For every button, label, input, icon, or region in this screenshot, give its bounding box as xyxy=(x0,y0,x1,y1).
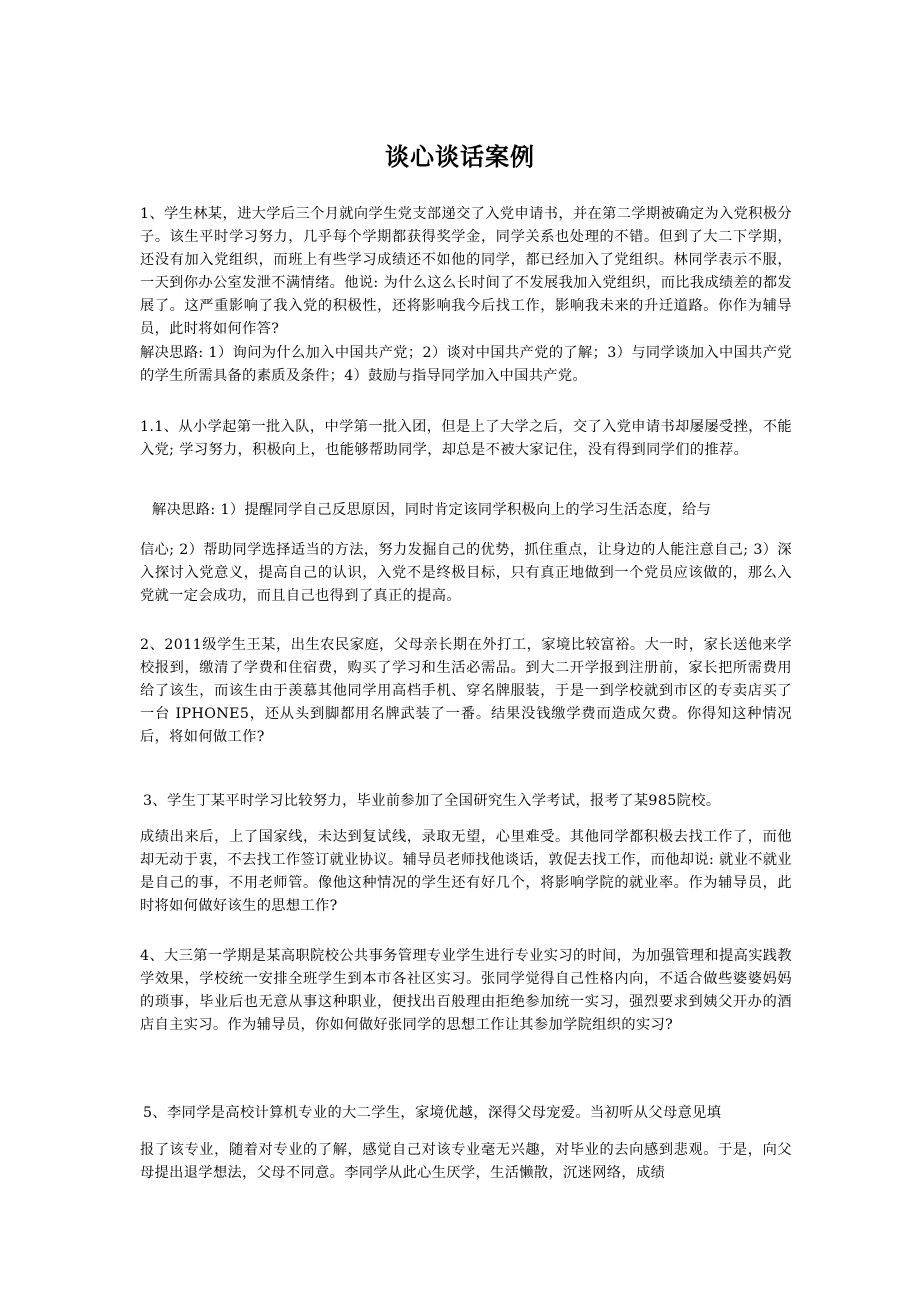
case-3-text: 成绩出来后，上了国家线，未达到复试线，录取无望，心里难受。其他同学都积极去找工作了，而他却无动于衷，不去找工作签订就业协议。辅导员老师找他谈话，敦促去找工作，而他却说: 就业不就业是自己的事，不用老师管。像他这种情况的学生还有好几个，将影响学院的就业率。作为辅导员，此时将如何做好该生的思想工作? xyxy=(140,829,792,914)
case-1-1-text: 1.1、从小学起第一批入队，中学第一批入团，但是上了大学之后，交了入党申请书却屡屡受挫，不能入党; 学习努力，积极向上，也能够帮助同学，却总是不被大家记住，没有得到同学们的推荐。 xyxy=(140,419,792,458)
case-2-text: 2、2011级学生王某，出生农民家庭，父母亲长期在外打工，家境比较富裕。大一时，家长送他来学校报到，缴清了学费和住宿费，购买了学习和生活必需品。到大二开学报到注册前，家长把所需费用给了该生，而该生由于羡慕其他同学用高档手机、穿名牌服装，于是一到学校就到市区的专卖店买了一台 IPHONE5，还从头到脚都用名牌武装了一番。结果没钱缴学费而造成欠费。你得知这种情况后，将如何做工作? xyxy=(140,637,792,745)
case-5-text: 报了该专业，随着对专业的了解，感觉自己对该专业毫无兴趣，对毕业的去向感到悲观。于是，向父母提出退学想法，父母不同意。李同学从此心生厌学，生活懒散，沉迷网络，成绩 xyxy=(140,1142,792,1181)
case-3-first-line: 3、学生丁某平时学习比较努力，毕业前参加了全国研究生入学考试，报考了某985院校。 xyxy=(143,793,721,809)
case-1-text: 1、学生林某，进大学后三个月就向学生党支部递交了入党申请书，并在第二学期被确定为入党积极分子。该生平时学习努力，几乎每个学期都获得奖学金，同学关系也处理的不错。但到了大二下学期，还没有加入党组织，而班上有些学习成绩还不如他的同学，都已经加入了党组织。林同学表示不服，一天到你办公室发泄不满情绪。他说: 为什么这么长时间了不发展我加入党组织，而比我成绩差的都发展了。这严重影响了我入党的积极性，还将影响我今后找工作，影响我未来的升迁道路。你作为辅导员，此时将如何作答? xyxy=(140,206,792,337)
case-1-1-solution-rest: 信心; 2）帮助同学选择适当的方法，努力发掘自己的优势，抓住重点，让身边的人能注意自己; 3）深入探讨入党意义，提高自己的认识，入党不是终极目标，只有真正地做到一个党员应该做的，那么入党就一定会成功，而且自己也得到了真正的提高。 xyxy=(140,542,792,604)
case-1-1-solution-start: 解决思路: 1）提醒同学自己反思原因，同时肯定该同学积极向上的学习生活态度，给与 xyxy=(152,502,712,518)
document-title: 谈心谈话案例 xyxy=(385,143,535,171)
case-5-first-line: 5、李同学是高校计算机专业的大二学生，家境优越，深得父母宠爱。当初听从父母意见填 xyxy=(143,1105,722,1121)
case-1-solution: 解决思路: 1）询问为什么加入中国共产党；2）谈对中国共产党的了解；3）与同学谈加入中国共产党的学生所需具备的素质及条件；4）鼓励与指导同学加入中国共产党。 xyxy=(140,345,792,384)
case-4-text: 4、大三第一学期是某高职院校公共事务管理专业学生进行专业实习的时间，为加强管理和提高实践教学效果，学校统一安排全班学生到本市各社区实习。张同学觉得自己性格内向，不适合做些婆婆妈妈的琐事，毕业后也无意从事这种职业，便找出百般理由拒绝参加统一实习，强烈要求到姨父开办的酒店自主实习。作为辅导员，你如何做好张同学的思想工作让其参加学院组织的实习? xyxy=(140,948,792,1033)
